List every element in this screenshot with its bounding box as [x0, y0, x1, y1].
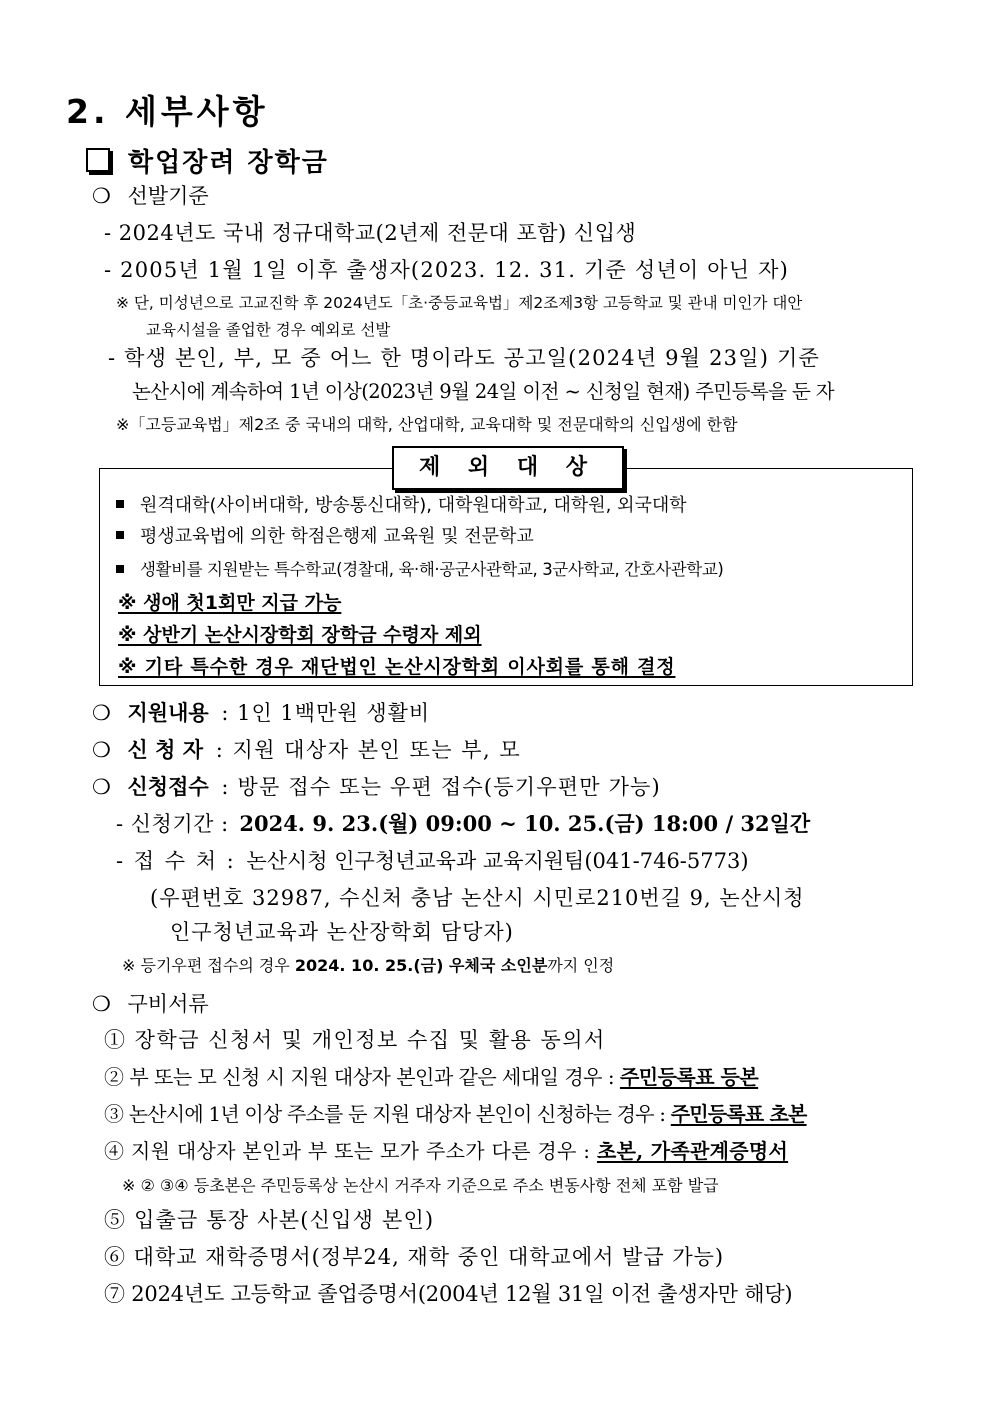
place-value: 논산시청 인구청년교육과 교육지원팀(041-746-5773): [246, 849, 749, 873]
reception-label: 신청접수: [127, 775, 209, 799]
criteria-note-1-line-1: ※ 단, 미성년으로 고교진학 후 2024년도「초·중등교육법」제2조제3항 고등학교 및 관내 미인가 대안: [116, 294, 803, 312]
document-item-2: [104, 1061, 758, 1090]
document-item-4-text: ④ 지원 대상자 본인과 부 또는 모가 주소가 다른 경우 :: [104, 1139, 591, 1163]
section-title: 2. 세부사항: [66, 92, 269, 131]
exclusion-note: ※ 기타 특수한 경우 재단법인 논산시장학회 이사회를 통해 결정: [118, 656, 676, 678]
document-item-4: [104, 1135, 788, 1164]
criteria-heading-row: [92, 180, 209, 210]
criteria-item-1: - 2024년도 국내 정규대학교(2년제 전문대 포함) 신입생: [104, 221, 637, 245]
document-item-4-emph: 초본, 가족관계증명서: [596, 1139, 789, 1163]
support-row: [92, 697, 430, 727]
exclusion-note: ※ 생애 첫1회만 지급 가능: [118, 592, 342, 614]
criteria-item-2: - 2005년 1월 1일 이후 출생자(2023. 12. 31. 기준 성년이 아닌 자): [104, 258, 789, 282]
mail-note-post: 까지 인정: [547, 956, 615, 975]
document-item-6: ⑥ 대학교 재학증명서(정부24, 재학 중인 대학교에서 발급 가능): [104, 1245, 725, 1269]
exclusion-item-text: 평생교육법에 의한 학점은행제 교육원 및 전문학교: [140, 526, 534, 547]
square-bullet-icon: [116, 531, 124, 539]
circle-bullet-icon: ❍: [92, 775, 111, 799]
criteria-note-1-line-2: 교육시설을 졸업한 경우 예외로 선발: [146, 321, 391, 339]
document-item-2-emph: 주민등록표 등본: [619, 1065, 759, 1089]
documents-heading-row: [92, 988, 209, 1018]
exclusion-title: 제 외 대 상: [392, 446, 624, 490]
document-item-3-text: ③ 논산시에 1년 이상 주소를 둔 지원 대상자 본인이 신청하는 경우 :: [104, 1102, 666, 1126]
reception-row: [92, 771, 661, 801]
document-item-7: ⑦ 2024년도 고등학교 졸업증명서(2004년 12월 31일 이전 출생자만 해당): [104, 1282, 793, 1306]
support-label: 지원내용: [127, 701, 209, 725]
documents-note: ※ ② ③④ 등초본은 주민등록상 논산시 거주자 기준으로 주소 변동사항 전체 포함 발급: [122, 1176, 719, 1195]
circle-bullet-icon: ❍: [92, 701, 111, 725]
circle-bullet-icon: ❍: [92, 738, 111, 762]
place-row: [116, 845, 749, 875]
circle-bullet-icon: ❍: [92, 184, 111, 208]
residency-line-2: 논산시에 계속하여 1년 이상(2023년 9월 24일 이전 ~ 신청일 현재) 주민등록을 둔 자: [132, 380, 835, 403]
document-item-5: ⑤ 입출금 통장 사본(신입생 본인): [104, 1208, 435, 1232]
mail-note-bold: 2024. 10. 25.(금) 우체국 소인분: [294, 956, 548, 975]
checkbox-square-icon: [86, 148, 110, 172]
document-item-3: [104, 1098, 807, 1127]
exclusion-item: [116, 522, 534, 548]
support-value: : 1인 1백만원 생활비: [221, 701, 431, 725]
period-row: [116, 808, 810, 838]
applicant-value: : 지원 대상자 본인 또는 부, 모: [215, 738, 522, 762]
criteria-note-2: ※「고등교육법」제2조 중 국내의 대학, 산업대학, 교육대학 및 전문대학의 신입생에 한함: [116, 415, 738, 434]
mail-note: [122, 953, 614, 976]
exclusion-note: ※ 상반기 논산시장학회 장학금 수령자 제외: [118, 624, 482, 646]
square-bullet-icon: [116, 565, 124, 573]
document-item-1: ① 장학금 신청서 및 개인정보 수집 및 활용 동의서: [104, 1028, 606, 1052]
document-item-2-text: ② 부 또는 모 신청 시 지원 대상자 본인과 같은 세대일 경우 :: [104, 1065, 615, 1089]
subsection-title: 학업장려 장학금: [128, 148, 329, 178]
exclusion-item: [116, 556, 723, 580]
period-value: 2024. 9. 23.(월) 09:00 ~ 10. 25.(금) 18:00 / 32일간: [239, 811, 811, 836]
address-line-1: (우편번호 32987, 수신처 충남 논산시 시민로210번길 9, 논산시청: [150, 886, 805, 910]
documents-heading: 구비서류: [127, 992, 209, 1016]
residency-line-1: - 학생 본인, 부, 모 중 어느 한 명이라도 공고일(2024년 9월 23일) 기준: [108, 346, 820, 370]
place-label: - 접 수 처 :: [116, 849, 236, 873]
period-label: - 신청기간 :: [116, 812, 229, 836]
address-line-2: 인구청년교육과 논산장학회 담당자): [170, 920, 514, 944]
reception-value: : 방문 접수 또는 우편 접수(등기우편만 가능): [221, 775, 661, 799]
document-item-3-emph: 주민등록표 초본: [670, 1102, 807, 1126]
exclusion-item-text: 생활비를 지원받는 특수학교(경찰대, 육·해·공군사관학교, 3군사학교, 간호사관학교): [140, 560, 724, 579]
exclusion-item-text: 원격대학(사이버대학, 방송통신대학), 대학원대학교, 대학원, 외국대학: [140, 495, 687, 516]
applicant-row: [92, 734, 521, 764]
exclusion-item: [116, 491, 687, 517]
applicant-label: 신 청 자: [127, 738, 203, 762]
mail-note-pre: ※ 등기우편 접수의 경우: [122, 956, 290, 975]
square-bullet-icon: [116, 500, 124, 508]
circle-bullet-icon: ❍: [92, 992, 111, 1016]
criteria-heading: 선발기준: [127, 184, 209, 208]
